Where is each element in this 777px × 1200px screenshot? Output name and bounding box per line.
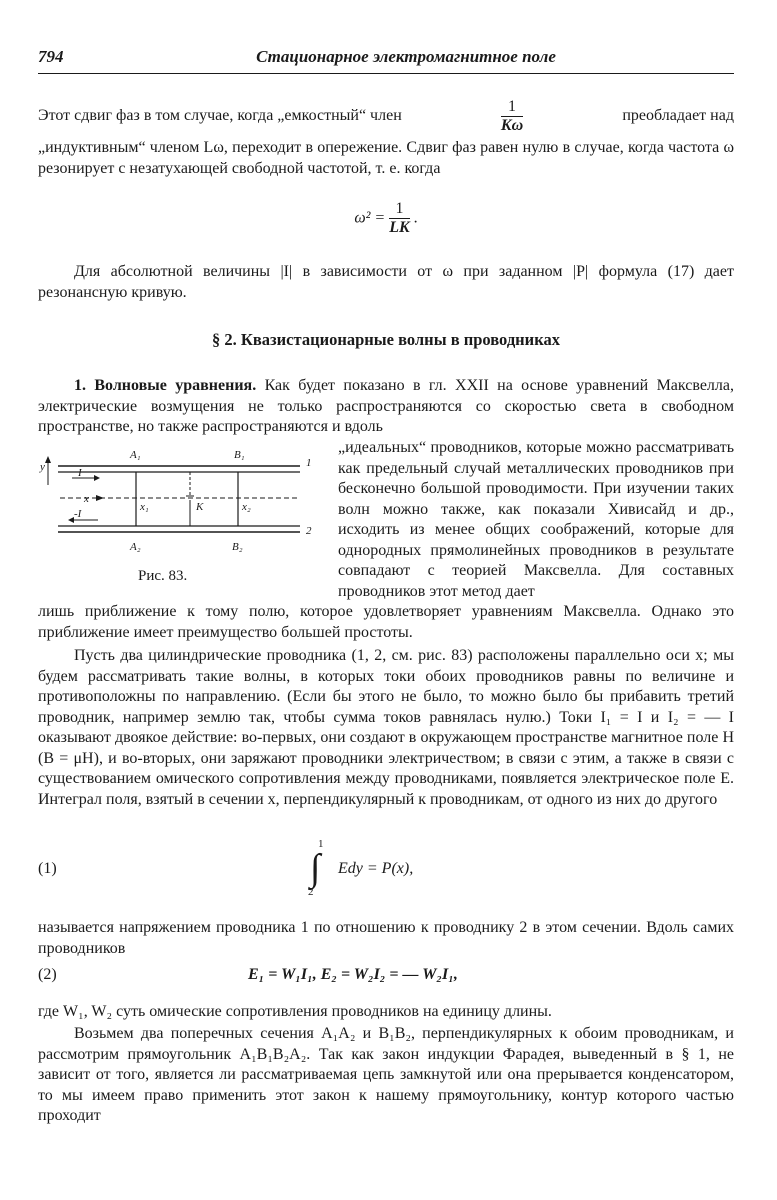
eq-resonance-num: 1 [389, 200, 409, 219]
integral-symbol-glyph: ∫ [310, 847, 321, 889]
label-conductor-2: 2 [306, 525, 312, 537]
integral-sign [306, 840, 336, 900]
fraction-1-over-kw [501, 98, 523, 135]
figure-caption: Рис. 83. [138, 568, 188, 584]
equation-2 [38, 966, 734, 990]
label-k: K [196, 501, 204, 513]
paragraph-phase-shift [38, 98, 734, 179]
eq-resonance-lhs: ω² = [354, 209, 386, 227]
equation-2-body: E₁ = W₁I₁, E₂ = W₂I₂ = — W₂I₁, [248, 966, 458, 983]
label-y: y [40, 461, 45, 473]
paragraph-cylindrical-conductors: Пусть два цилиндрические проводника (1, 2, см. рис. 83) расположены параллельно оси x; мы будем рассматривать такие волны, в которых токи обоих проводников равны по величине и противоположны по направлению. (Если бы этого не было, то можно было бы прибавить третий проводник, например землю так, чтобы сумма токов равнялась нулю.) Токи I₁ = I и I₂ = — I оказывают двоякое действие: во-первых, они создают в окружающем пространстве магнитное поле H (B = μH), и во-вторых, они заряжают проводники электричеством; в связи с этим, а также в связи с существованием омического сопротивления между проводниками, появляется электрическое поле E. Интеграл поля, взятый в сечении x, перпендикулярный к проводникам, от одного из них до другого [38, 647, 734, 808]
header-rule [38, 73, 734, 74]
current-arrowhead-top [94, 475, 100, 481]
para1-rest: „индуктивным“ членом Lω, переходит в опережение. Сдвиг фаз равен нулю в случае, когда частота ω резонирует с незатухающей свободной частотой, т. е. когда [38, 139, 734, 177]
x-axis-arrowhead [96, 495, 104, 501]
equation-1-label: (1) [38, 860, 57, 877]
figure-83-diagram [38, 440, 328, 570]
equation-2-label: (2) [38, 966, 57, 983]
eq-resonance-den: LK [389, 219, 410, 236]
label-a2: A₂ [130, 541, 141, 553]
integral-lower-limit: 2 [308, 886, 314, 898]
page-number: 794 [38, 47, 64, 66]
label-x2: x₂ [242, 501, 251, 513]
equation-1 [38, 840, 734, 900]
label-conductor-1: 1 [306, 457, 312, 469]
label-b2: B₂ [232, 541, 243, 553]
paragraph-beside-figure: „идеальных“ проводников, которые можно рассматривать как предельный случай металлических проводников при бесконечно большой проводимости. При изучении таких волн можно также, как показали Хивисайд и др., исходить из менее общих соображений, которые для однородных прямолинейных проводников в результате совпадают с теорией Максвелла. Для составных проводников этот метод дает [338, 439, 734, 600]
label-a1: A₁ [130, 449, 141, 461]
page [38, 0, 734, 1200]
equation-1-body: Edy = P(x), [338, 860, 414, 877]
label-x: x [84, 493, 89, 505]
para1-line1-before: Этот сдвиг фаз в том случае, когда „емкостный“ член [38, 106, 402, 124]
page-header [38, 47, 734, 71]
eq-resonance-fraction [389, 200, 409, 237]
label-current-top: I [78, 467, 82, 479]
subsection-title: 1. Волновые уравнения. [74, 377, 257, 394]
paragraph-resistances: где W₁, W₂ суть омические сопротивления проводников на единицу длины. [38, 1003, 552, 1020]
paragraph-voltage-definition: называется напряжением проводника 1 по отношению к проводнику 2 в этом сечении. Вдоль самих проводников [38, 919, 734, 957]
eq-resonance-tail: . [413, 209, 418, 227]
equation-resonance [38, 200, 734, 237]
fraction-numerator: 1 [501, 98, 523, 117]
paragraph-cross-sections: Возьмем два поперечных сечения A₁A₂ и B₁B₂, перпендикулярных к обоим проводникам, и рассмотрим прямоугольник A₁B₁B₂A₂. Так как закон индукции Фарадея, выведенный в § 1, не зависит от того, является ли рассматриваемая цепь замкнутой или она прерывается конденсатором, то мы имеем право применить этот закон к нашему прямоугольнику, контур которого частью проходит [38, 1025, 734, 1124]
label-current-bottom: -I [74, 508, 82, 520]
paragraph-absolute-value: Для абсолютной величины |I| в зависимости от ω при заданном |P| формула (17) дает резонансную кривую. [38, 263, 734, 301]
para1-line1-after: преобладает над [622, 106, 734, 124]
paragraph-wave-equations-text: Как будет показано в гл. XXII на основе уравнений Максвелла, электрические возмущения не только распространяются со скоростью света в свободном пространстве, но также распространяются и вдоль [38, 377, 735, 435]
running-title: Стационарное электромагнитное поле [256, 47, 556, 66]
section-title: § 2. Квазистационарные волны в проводниках [212, 330, 560, 349]
fraction-denominator: Kω [500, 116, 524, 134]
label-x1: x₁ [140, 501, 149, 513]
y-axis-arrowhead [45, 456, 51, 463]
paragraph-approximation: лишь приближение к тому полю, которое удовлетворяет уравнениям Максвелла. Однако это приближение имеет преимущество большей простоты. [38, 603, 734, 641]
paragraph-wave-equations [38, 376, 734, 438]
integral-upper-limit: 1 [318, 838, 324, 850]
label-b1: B₁ [234, 449, 245, 461]
